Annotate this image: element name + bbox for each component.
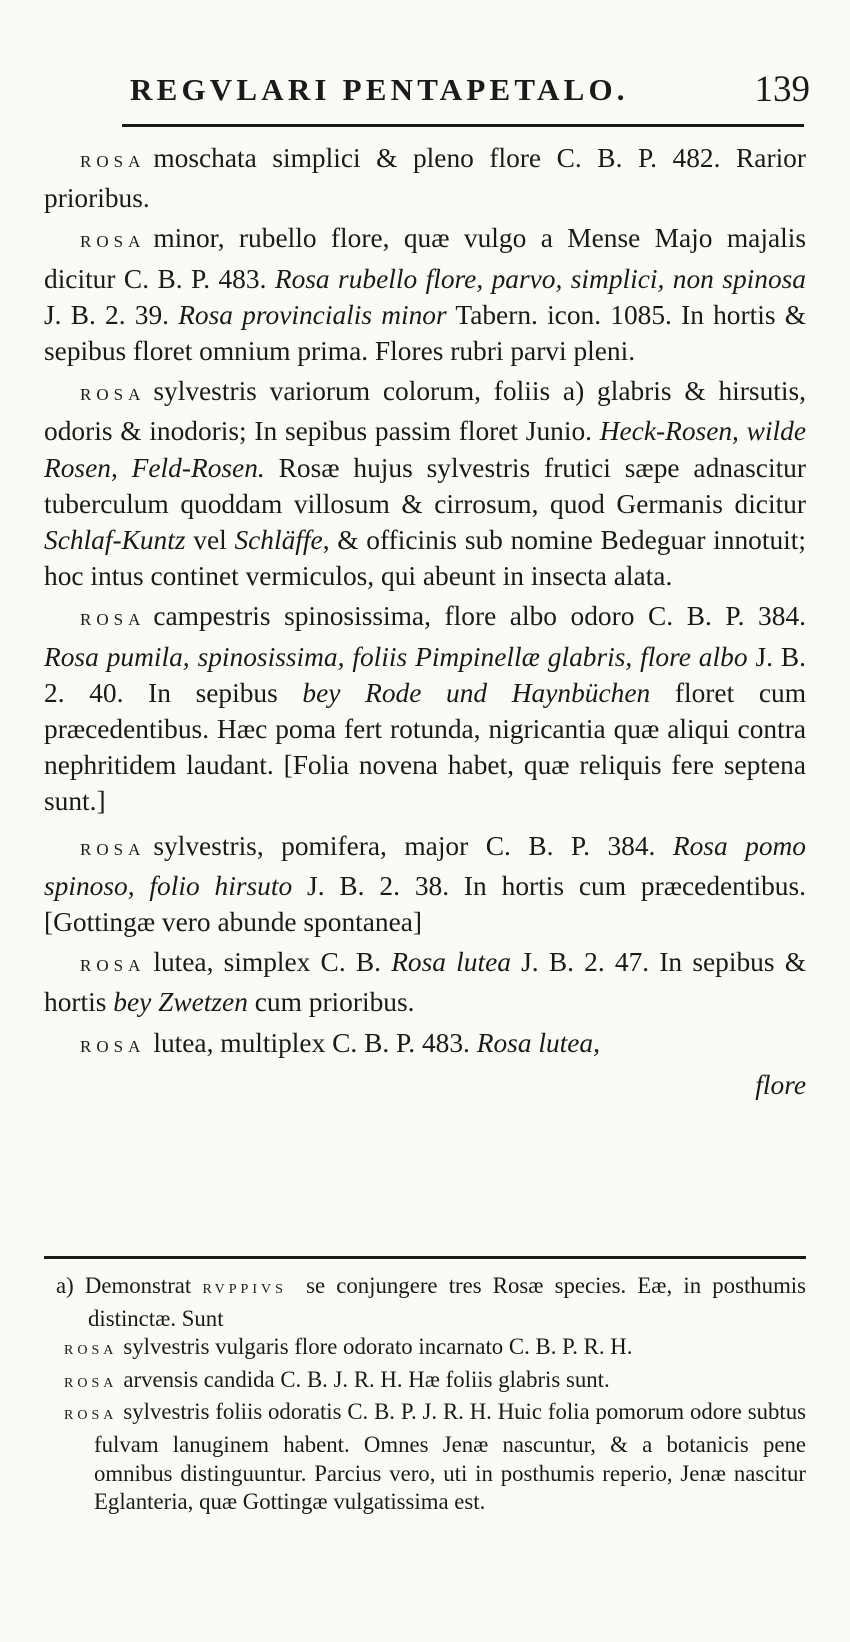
italic-text: Heck-Rosen, wilde Rosen, Feld-Rosen.	[44, 416, 806, 483]
footnote-item	[56, 1398, 806, 1516]
entry-text: J. B. 2. 39.	[44, 299, 179, 330]
italic-text: bey Zwetzen	[113, 987, 248, 1018]
entry-text: cum prioribus.	[247, 987, 415, 1018]
entry-lead-word: ROSA	[80, 152, 146, 171]
entry-paragraph	[44, 373, 806, 594]
footnote-lead-word: ROSA	[64, 1343, 118, 1359]
entry-paragraph	[44, 828, 806, 941]
running-title: REGVLARI PENTAPETALO.	[130, 72, 629, 107]
footnote-lead-word: ROSA	[64, 1408, 118, 1424]
footnote-item	[56, 1366, 806, 1399]
catchword: flore	[755, 1069, 806, 1100]
entry-text: Rosæ hujus sylvestris frutici sæpe adnascitur tuberculum quoddam villosum & cirrosum, quod Germanis dicitur	[44, 452, 806, 519]
footnote-intro	[56, 1272, 806, 1333]
entry-paragraph	[44, 944, 806, 1020]
entry-text: J. B. 2. 40. In sepibus	[44, 641, 806, 708]
main-text	[44, 140, 806, 1103]
header-rule	[122, 124, 804, 127]
italic-text: Rosa rubello flore, parvo, simplici, non spinosa	[274, 263, 806, 294]
footnote-item-text: arvensis candida C. B. J. R. H. Hæ foliis glabris sunt.	[123, 1366, 610, 1392]
entry-text: J. B. 2. 47. In sepibus & hortis	[44, 947, 806, 1018]
entry-text: Tabern. icon. 1085. In hortis & sepibus floret omnium prima. Flores rubri parvi pleni.	[44, 299, 807, 367]
italic-text: Rosa lutea,	[476, 1027, 600, 1058]
entry-text: lutea, simplex C. B.	[153, 947, 392, 978]
italic-text: Schlaf-Kuntz	[44, 525, 186, 556]
italic-text: Rosa provincialis minor	[178, 299, 447, 330]
entry-paragraph	[44, 220, 806, 369]
entry-lead-word: ROSA	[80, 610, 146, 630]
italic-text: bey Rode und Haynbüchen	[302, 677, 651, 708]
entry-text: floret cum præcedentibus. Hæc poma fert rotunda, nigricantia quæ aliqui contra nephritidem laudant. [Folia novena habet, quæ reliquis fere septena sunt.]	[44, 677, 806, 817]
footnote-item-text: sylvestris vulgaris flore odorato incarnato C. B. P. R. H.	[123, 1334, 633, 1360]
entry-lead-word: ROSA	[80, 839, 146, 859]
italic-text: Schläffe	[234, 525, 323, 556]
footnote-text: se conjungere tres Rosæ species. Eæ, in posthumis distinctæ. Sunt	[88, 1273, 807, 1331]
entry-text: , & officinis sub nomine Bedeguar innotuit; hoc intus continet vermiculos, qui abeunt in insecta alata.	[44, 525, 806, 592]
entry-text: minor, rubello flore, quæ vulgo a Mense Majo majalis dicitur C. B. P. 483.	[44, 223, 806, 294]
entry-text: campestris spinosissima, flore albo odoro C. B. P. 384.	[153, 601, 806, 632]
footnotes	[56, 1272, 806, 1517]
entry-paragraph	[44, 598, 806, 819]
footnote-lead-word: ROSA	[64, 1375, 118, 1391]
footnote-text: a) Demonstrat	[56, 1273, 203, 1298]
author-name: RVPPIVS	[202, 1282, 287, 1297]
entry-paragraph	[44, 140, 806, 216]
entry-text: lutea, multiplex C. B. P. 483.	[153, 1027, 477, 1058]
entry-lead-word: ROSA	[80, 385, 146, 405]
italic-text: Rosa pomo spinoso, folio hirsuto	[44, 830, 806, 901]
page-header	[120, 64, 810, 114]
entry-lead-word: ROSA	[80, 956, 146, 976]
page-number: 139	[754, 69, 810, 110]
footnote-item-text: sylvestris foliis odoratis C. B. P. J. R. H. Huic folia pomorum odore subtus fulvam lanuginem habent. Omnes Jenæ nascuntur, & a botanicis pene omnibus distinguuntur. Parcius vero, uti in posthumis reperio, Jenæ nascitur Eglanteria, quæ Gottingæ vulgatissima est.	[94, 1399, 806, 1515]
entry-text: vel	[185, 525, 235, 556]
italic-text: Rosa pumila, spinosissima, foliis Pimpinellæ glabris, flore albo	[44, 641, 748, 672]
entry-text: J. B. 2. 38. In hortis cum præcedentibus. [Gottingæ vero abunde spontanea]	[44, 870, 806, 938]
italic-text: Rosa lutea	[391, 947, 511, 978]
entry-text: sylvestris variorum colorum, foliis a) glabris & hirsutis, odoris & inodoris; In sepibus passim floret Junio.	[44, 376, 806, 447]
entry-text: sylvestris, pomifera, major C. B. P. 384.	[153, 830, 673, 861]
footnote-item	[56, 1333, 806, 1366]
entry-lead-word: ROSA	[80, 232, 146, 252]
footnote-rule	[44, 1256, 806, 1259]
entry-text: moschata simplici & pleno flore C. B. P. 482. Rarior prioribus.	[44, 143, 806, 214]
entry-lead-word: ROSA	[80, 1036, 146, 1056]
entry-paragraph	[44, 1025, 806, 1065]
